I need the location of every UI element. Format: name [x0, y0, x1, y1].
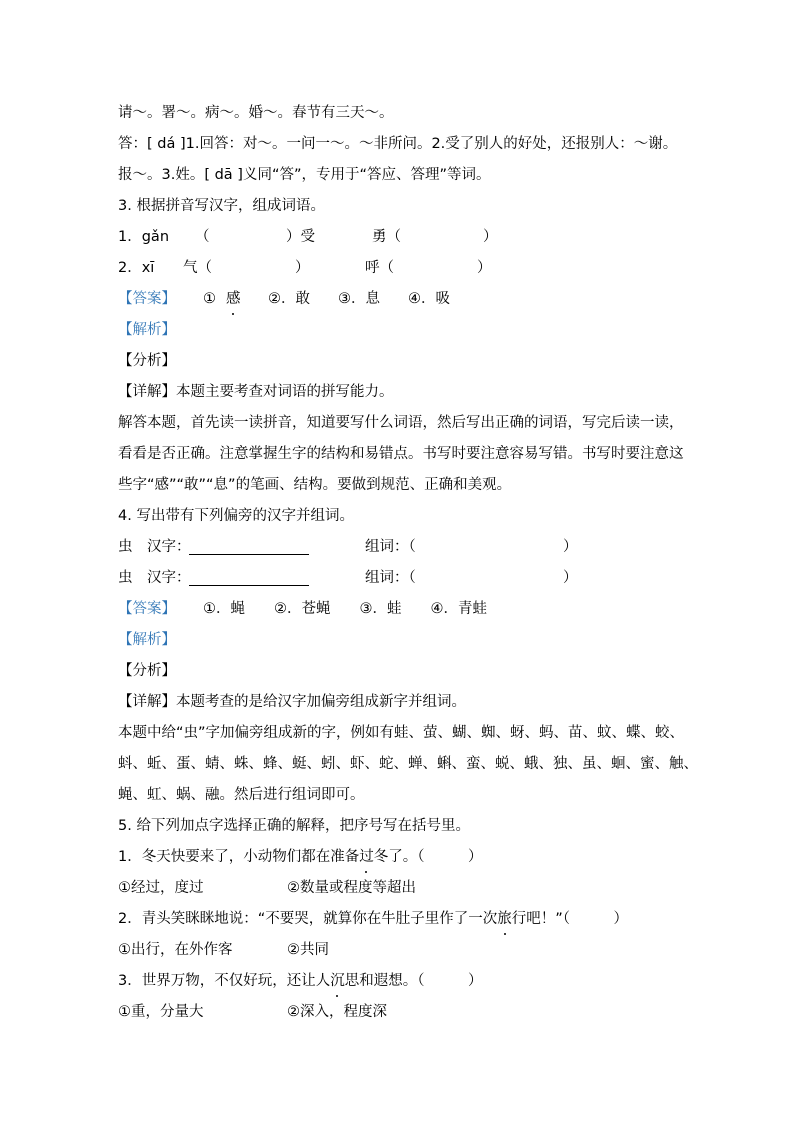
question-3-item-1 [118, 227, 498, 247]
hanzi-blank [189, 571, 309, 586]
question-4-para-2: 蚪、蚯、蛋、蜻、蛛、蜂、蜓、蚓、虾、蛇、蝉、蝌、蛮、蜕、蛾、独、虽、蛔、蜜、触、 [118, 756, 698, 772]
question-5-item-1 [118, 847, 482, 867]
question-4-row-1 [118, 537, 578, 557]
question-3-para-1: 解答本题，首先读一读拼音，知道要写什么词语，然后写出正确的词语，写完后读一读， [118, 415, 684, 431]
detail-text: 本题考查的是给汉字加偏旁组成新字并组词。 [176, 694, 466, 710]
question-4-answer [118, 599, 487, 619]
answer-1-num: ① [203, 291, 216, 307]
question-5-options-1 [118, 878, 416, 898]
question-4-row-2 [118, 568, 578, 588]
word-gan-shou: ）受 [286, 229, 315, 245]
dict-line-1: 请～。署～。病～。婚～。春节有三天～。 [118, 105, 394, 121]
detail-label: 【详解】 [118, 384, 176, 400]
answer-label: 【答案】 [118, 601, 176, 617]
bracket-close: ） [477, 260, 492, 276]
zuci-label: 组词：（ [365, 539, 416, 555]
dict-line-2: 答：[ dá ]1.回答：对～。一问一～。～非所问。2.受了别人的好处，还报别人：～谢。 [118, 136, 678, 152]
option-2: ②数量或程度等超出 [287, 880, 416, 896]
sentence-text: 1．冬天快要来了，小动物们都在准备 [118, 849, 360, 865]
question-4-detail [118, 692, 466, 712]
hanzi-label: 汉字： [147, 539, 191, 555]
word-yong-gan: 勇（ [372, 229, 401, 245]
pinyin-xi: 2．xī [118, 260, 155, 276]
answer-1-char: 感 [226, 291, 241, 307]
sentence-text: 3．世界万物，不仅好玩，还让人 [118, 973, 331, 989]
answer-3: ③．息 [338, 291, 380, 307]
answer-label: 【答案】 [118, 291, 176, 307]
question-3-detail [118, 382, 394, 402]
option-2: ②深入，程度深 [287, 1004, 387, 1020]
hanzi-blank [189, 540, 309, 555]
question-4-para-3: 蝇、虹、蜗、融。然后进行组词即可。 [118, 787, 365, 803]
sentence-text: 2．青头笑眯眯地说：“不要哭，就算你在牛肚子里作了一次 [118, 911, 498, 927]
dotted-char: 沉 [330, 973, 345, 989]
question-3-title: 3. 根据拼音写汉字，组成词语。 [118, 198, 325, 214]
question-5-options-2 [118, 940, 329, 960]
fenxi-label: 【分析】 [118, 353, 176, 369]
pinyin-gan: 1．gǎn [118, 229, 170, 245]
option-1: ①经过，度过 [118, 880, 204, 896]
sentence-tail: 思和遐想。（ ） [344, 973, 483, 989]
word-hu-xi: 呼（ [365, 260, 394, 276]
answer-2: ②．敢 [268, 291, 310, 307]
answer-4: ④．吸 [408, 291, 450, 307]
question-4-para-1: 本题中给“虫”字加偏旁组成新的字，例如有蛙、萤、蝴、蜘、蚜、蚂、苗、蚊、蝶、蛟、 [118, 725, 685, 741]
question-5-title: 5. 给下列加点字选择正确的解释，把序号写在括号里。 [118, 818, 470, 834]
option-2: ②共同 [287, 942, 329, 958]
question-3-para-2: 看看是否正确。注意掌握生字的结构和易错点。书写时要注意容易写错。书写时要注意这 [118, 446, 684, 462]
option-1: ①出行，在外作客 [118, 942, 233, 958]
detail-text: 本题主要考查对词语的拼写能力。 [176, 384, 394, 400]
question-5-item-3 [118, 971, 482, 991]
question-4-title: 4. 写出带有下列偏旁的汉字并组词。 [118, 508, 354, 524]
question-3-answer [118, 289, 450, 309]
sentence-tail: 行吧！”（ ） [511, 911, 629, 927]
word-qi-xi: 气（ [183, 260, 212, 276]
question-5-options-3 [118, 1002, 387, 1022]
sentence-tail: 冬了。（ ） [373, 849, 483, 865]
bracket-open: （ [195, 229, 210, 245]
zuci-label: 组词：（ [365, 570, 416, 586]
analysis-label: 【解析】 [118, 632, 176, 648]
analysis-label: 【解析】 [118, 322, 176, 338]
hanzi-label: 汉字： [147, 570, 191, 586]
bracket-close: ） [295, 260, 310, 276]
option-1: ①重，分量大 [118, 1004, 204, 1020]
answer-text: ①．蝇 ②．苍蝇 ③．蛙 ④．青蛙 [203, 601, 487, 617]
dotted-char: 过 [359, 849, 374, 865]
question-5-item-2 [118, 909, 628, 929]
dotted-char: 旅 [497, 911, 512, 927]
bracket-close: ） [483, 229, 498, 245]
dict-line-3: 报～。3.姓。[ dā ]义同“答”，专用于“答应、答理”等词。 [118, 167, 491, 183]
bracket-close: ） [563, 539, 578, 555]
radical-chong: 虫 [118, 539, 133, 555]
question-3-para-3: 些字“感”“敢”“息”的笔画、结构。要做到规范、正确和美观。 [118, 477, 512, 493]
radical-chong: 虫 [118, 570, 133, 586]
fenxi-label: 【分析】 [118, 663, 176, 679]
detail-label: 【详解】 [118, 694, 176, 710]
question-3-item-2 [118, 258, 492, 278]
bracket-close: ） [563, 570, 578, 586]
